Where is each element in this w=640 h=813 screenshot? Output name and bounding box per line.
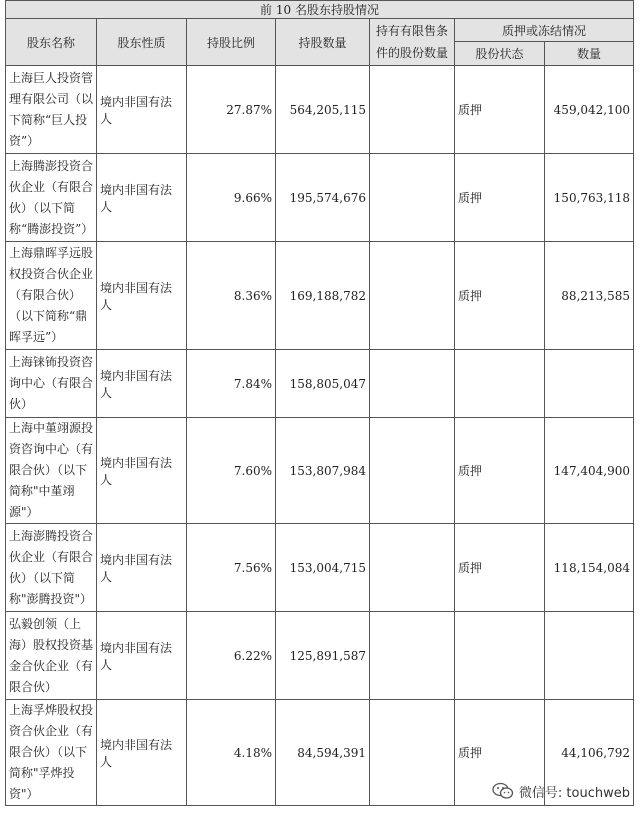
shareholder-nature: 境内非国有法人	[97, 154, 187, 242]
header-quantity: 持股数量	[276, 19, 370, 66]
wechat-icon	[492, 782, 514, 800]
shareholder-name: 上海孚烨股权投资合伙企业（有限合伙）（以下简称"孚烨投资"）	[6, 700, 97, 806]
holding-ratio: 4.18%	[187, 700, 276, 806]
restricted-quantity	[370, 700, 455, 806]
holding-ratio: 9.66%	[187, 154, 276, 242]
shareholder-name: 上海巨人投资管理有限公司（以下简称“巨人投资”）	[6, 66, 97, 154]
holding-quantity: 125,891,587	[276, 612, 370, 700]
header-ratio: 持股比例	[187, 19, 276, 66]
holding-quantity: 564,205,115	[276, 66, 370, 154]
header-name: 股东名称	[6, 19, 97, 66]
pledge-quantity: 88,213,585	[545, 242, 634, 350]
shareholder-name: 上海铼钸投资咨询中心（有限合伙）	[6, 350, 97, 418]
header-restricted: 持有有限售条件的股份数量	[370, 19, 455, 66]
table-row	[6, 154, 634, 242]
pledge-status	[455, 612, 545, 700]
pledge-quantity: 459,042,100	[545, 66, 634, 154]
table-row	[6, 242, 634, 350]
header-pledge-quantity: 数量	[545, 42, 634, 66]
shareholder-nature: 境内非国有法人	[97, 418, 187, 524]
table-row	[6, 66, 634, 154]
shareholder-nature: 境内非国有法人	[97, 612, 187, 700]
pledge-quantity	[545, 350, 634, 418]
holding-quantity: 158,805,047	[276, 350, 370, 418]
shareholder-nature: 境内非国有法人	[97, 66, 187, 154]
pledge-status: 质押	[455, 524, 545, 612]
pledge-quantity: 118,154,084	[545, 524, 634, 612]
shareholder-name: 上海腾澎投资合伙企业（有限合伙）（以下简称“腾澎投资”）	[6, 154, 97, 242]
shareholder-name: 上海鼎晖孚远股权投资合伙企业（有限合伙）（以下简称“鼎晖孚远”）	[6, 242, 97, 350]
pledge-quantity: 44,106,792	[545, 700, 634, 806]
holding-ratio: 7.56%	[187, 524, 276, 612]
header-pledge-group: 质押或冻结情况	[455, 19, 634, 42]
pledge-quantity: 150,763,118	[545, 154, 634, 242]
holding-ratio: 6.22%	[187, 612, 276, 700]
pledge-status: 质押	[455, 700, 545, 806]
pledge-status: 质押	[455, 418, 545, 524]
shareholder-name: 上海中堇翊源投资咨询中心（有限合伙）（以下简称"中堇翊源"）	[6, 418, 97, 524]
shareholder-name: 弘毅创领（上海）股权投资基金合伙企业（有限合伙）	[6, 612, 97, 700]
table-row	[6, 350, 634, 418]
shareholder-nature: 境内非国有法人	[97, 242, 187, 350]
restricted-quantity	[370, 612, 455, 700]
shareholder-nature: 境内非国有法人	[97, 524, 187, 612]
restricted-quantity	[370, 242, 455, 350]
holding-quantity: 153,807,984	[276, 418, 370, 524]
restricted-quantity	[370, 418, 455, 524]
pledge-status	[455, 350, 545, 418]
table-row	[6, 418, 634, 524]
shareholder-nature: 境内非国有法人	[97, 350, 187, 418]
holding-quantity: 153,004,715	[276, 524, 370, 612]
pledge-status: 质押	[455, 66, 545, 154]
holding-quantity: 195,574,676	[276, 154, 370, 242]
restricted-quantity	[370, 524, 455, 612]
table-row	[6, 524, 634, 612]
holding-ratio: 7.60%	[187, 418, 276, 524]
watermark-text: 微信号: touchweb	[518, 785, 630, 801]
watermark	[492, 779, 630, 803]
shareholder-name: 上海澎腾投资合伙企业（有限合伙）（以下简称"澎腾投资"）	[6, 524, 97, 612]
pledge-status: 质押	[455, 154, 545, 242]
header-nature: 股东性质	[97, 19, 187, 66]
restricted-quantity	[370, 66, 455, 154]
shareholder-nature: 境内非国有法人	[97, 700, 187, 806]
table-title: 前 10 名股东持股情况	[6, 1, 634, 19]
shareholders-table	[5, 0, 634, 806]
restricted-quantity	[370, 350, 455, 418]
holding-quantity: 169,188,782	[276, 242, 370, 350]
table-row	[6, 612, 634, 700]
pledge-status: 质押	[455, 242, 545, 350]
holding-ratio: 7.84%	[187, 350, 276, 418]
header-pledge-status: 股份状态	[455, 42, 545, 66]
pledge-quantity: 147,404,900	[545, 418, 634, 524]
pledge-quantity	[545, 612, 634, 700]
restricted-quantity	[370, 154, 455, 242]
holding-ratio: 8.36%	[187, 242, 276, 350]
holding-ratio: 27.87%	[187, 66, 276, 154]
holding-quantity: 84,594,391	[276, 700, 370, 806]
